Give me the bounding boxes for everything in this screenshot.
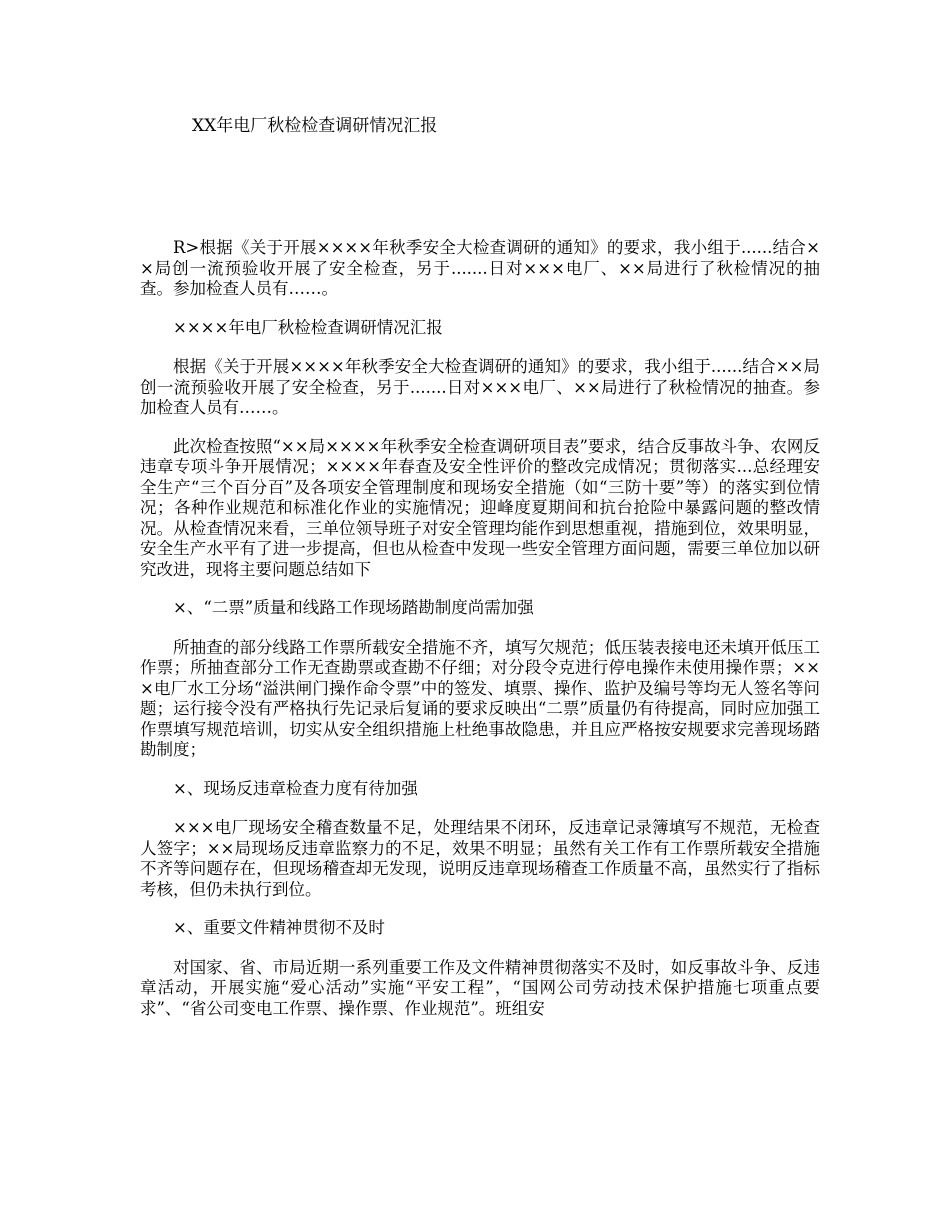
section-heading-tickets: ×、“二票”质量和线路工作现场踏勘制度尚需加强	[173, 598, 534, 617]
paragraph-tickets: 所抽查的部分线路工作票所载安全措施不齐，填写欠规范；低压装表接电还未填开低压工作票；所抽查部分工作无查勘票或查勘不仔细；对分段令克进行停电操作未使用操作票；×××电厂水工分场“溢洪闸门操作命令票”中的签发、填票、操作、监护及编号等均无人签名等问题；运行接令没有严格执行先记录后复诵的要求反映出“二票”质量仍有待提高，同时应加强工作票填写规范培训，切实从安全组织措施上杜绝事故隐患，并且应严格按安规要求完善现场踏勘制度；	[140, 637, 820, 759]
paragraph-documents: 对国家、省、市局近期一系列重要工作及文件精神贯彻落实不及时，如反事故斗争、反违章活动，开展实施“爱心活动”实施“平安工程”，“国网公司劳动技术保护措施七项重点要求”、“省公司变电工作票、操作票、作业规范”。班组安	[140, 957, 820, 1018]
section-heading-report: ××××年电厂秋检检查调研情况汇报	[173, 317, 443, 337]
section-heading-documents: ×、重要文件精神贯彻不及时	[173, 918, 385, 937]
paragraph-violations: ×××电厂现场安全稽查数量不足，处理结果不闭环，反违章记录簿填写不规范，无检查人签字；××局现场反违章监察力的不足，效果不明显；虽然有关工作有工作票所载安全措施不齐等问题存在，但现场稽查却无发现，说明反违章现场稽查工作质量不高，虽然实行了指标考核，但仍未执行到位。	[140, 818, 820, 899]
paragraph-intro-repeat: 根据《关于开展××××年秋季安全大检查调研的通知》的要求，我小组于......结合××局创一流预验收开展了安全检查，另于.......日对×××电厂、××局进行了秋检情况的抽查。参加检查人员有……。	[140, 357, 820, 417]
section-heading-violations: ×、现场反违章检查力度有待加强	[173, 778, 418, 798]
paragraph-intro: R>根据《关于开展××××年秋季安全大检查调研的通知》的要求，我小组于......结合××局创一流预验收开展了安全检查，另于.......日对×××电厂、××局进行了秋检情况的抽查。参加检查人员有……。	[140, 238, 820, 298]
document-title: XX年电厂秋检检查调研情况汇报	[192, 116, 438, 136]
document-body	[140, 238, 820, 1037]
paragraph-overview: 此次检查按照“××局××××年秋季安全检查调研项目表”要求，结合反事故斗争、农网反违章专项斗争开展情况；××××年春查及安全性评价的整改完成情况；贯彻落实...总经理安全生产“三个百分百”及各项安全管理制度和现场安全措施（如“三防十要”等）的落实到位情况；各种作业规范和标准化作业的实施情况；迎峰度夏期间和抗台抢险中暴露问题的整改情况。从检查情况来看，三单位领导班子对安全管理均能作到思想重视，措施到位，效果明显，安全生产水平有了进一步提高，但也从检查中发现一些安全管理方面问题，需要三单位加以研究改进，现将主要问题总结如下	[140, 436, 820, 579]
